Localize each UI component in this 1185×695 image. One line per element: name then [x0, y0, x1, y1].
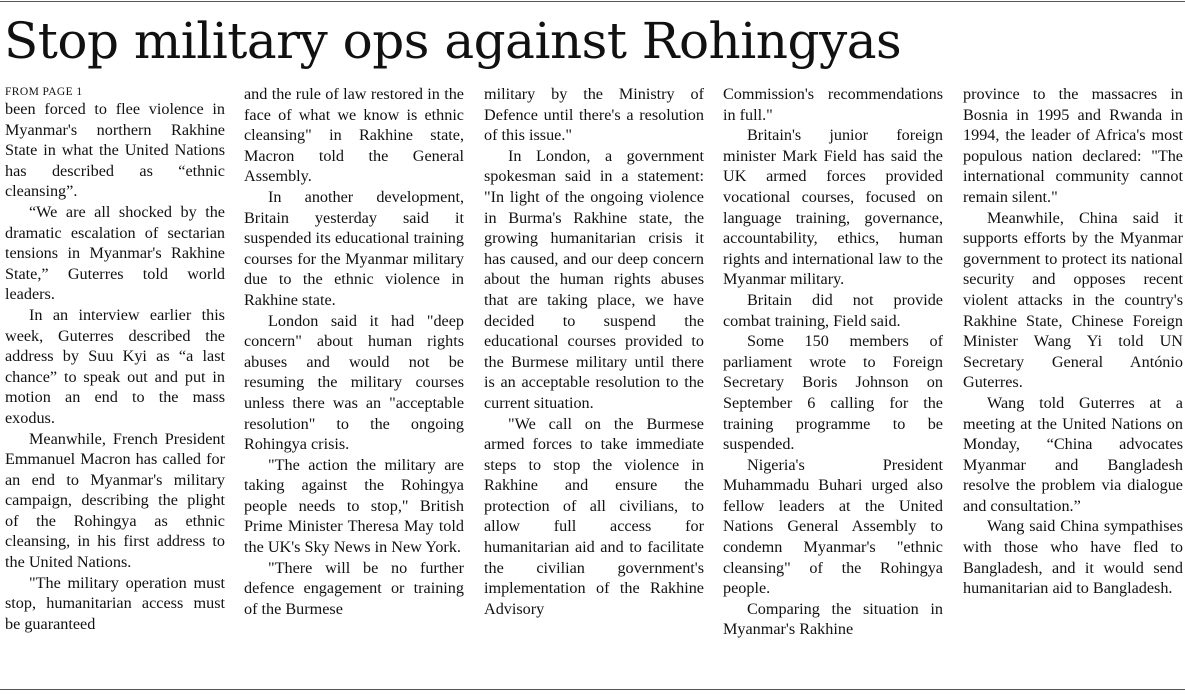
column-4 [723, 84, 943, 684]
paragraph: Wang said China sympathises with those who have fled to Bangladesh, and it would send humanitarian aid to Bangladesh. [963, 517, 1183, 598]
headline: Stop military ops against Rohingyas [4, 12, 902, 70]
paragraph: Commission's recommendations in full." [723, 85, 943, 124]
top-rule [0, 1, 1185, 2]
paragraph: Meanwhile, China said it supports efforts by the Myanmar government to protect its national security and opposes recent violent attacks in the country's Rakhine State, Chinese Foreign Minister Wang Yi told UN Secretary General António Guterres. [963, 208, 1183, 392]
paragraph: "The action the military are taking against the Rohingya people needs to stop," British Prime Minister Theresa May told the UK's Sky News in New York. [244, 455, 464, 557]
paragraph: and the rule of law restored in the face of what we know is ethnic cleansing" in Rakhine state, Macron told the General Assembly. [244, 85, 464, 186]
paragraph: "We call on the Burmese armed forces to take immediate steps to stop the violence in Rakhine and ensure the protection of all civilians, to allow full access for humanitarian aid and to facilitate the civilian government's implementation of the Rakhine Advisory [484, 414, 704, 618]
bottom-rule [0, 689, 1185, 690]
paragraph: Britain's junior foreign minister Mark Field has said the UK armed forces provided vocational courses, focused on language training, governance, accountability, ethics, human rights and international law to the Myanmar military. [723, 126, 943, 289]
kicker-from-page-1: FROM PAGE 1 [5, 86, 83, 98]
paragraph: province to the massacres in Bosnia in 1995 and Rwanda in 1994, the leader of Africa's most populous nation declared: "The international community cannot remain silent." [963, 85, 1183, 206]
paragraph: Some 150 members of parliament wrote to Foreign Secretary Boris Johnson on September 6 calling for the training programme to be suspended. [723, 332, 943, 454]
paragraph: “We are all shocked by the dramatic escalation of sectarian tensions in Myanmar's Rakhine State,” Guterres told world leaders. [5, 202, 225, 304]
paragraph: In London, a government spokesman said in a statement: "In light of the ongoing violence in Burma's Rakhine state, the growing humanitarian crisis it has caused, and our deep concern about the human rights abuses that are taking place, we have decided to suspend the educational courses provided to the Burmese military until there is an acceptable resolution to the current situation. [484, 146, 704, 412]
paragraph: Britain did not provide combat training, Field said. [723, 290, 943, 330]
column-3 [484, 84, 704, 684]
paragraph: In an interview earlier this week, Guterres described the address by Suu Kyi as “a last chance” to speak out and put in motion an end to the mass exodus. [5, 305, 225, 427]
paragraph: "The military operation must stop, humanitarian access must be guaranteed [5, 573, 225, 633]
column-1 [5, 84, 225, 684]
paragraph: "There will be no further defence engagement or training of the Burmese [244, 558, 464, 618]
paragraph: Nigeria's President Muhammadu Buhari urged also fellow leaders at the United Nations General Assembly to condemn Myanmar's "ethnic cleansing" of the Rohingya people. [723, 455, 943, 598]
paragraph: Wang told Guterres at a meeting at the United Nations on Monday, “China advocates Myanmar and Bangladesh resolve the problem via dialogue and consultation.” [963, 393, 1183, 515]
column-2 [244, 84, 464, 684]
paragraph: London said it had "deep concern" about human rights abuses and would not be resuming the military courses unless there was an "acceptable resolution" to the ongoing Rohingya crisis. [244, 311, 464, 454]
paragraph: Comparing the situation in Myanmar's Rakhine [723, 599, 943, 639]
column-5 [963, 84, 1183, 684]
paragraph: In another development, Britain yesterday said it suspended its educational training courses for the Myanmar military due to the ethnic violence in Rakhine state. [244, 187, 464, 309]
paragraph: military by the Ministry of Defence until there's a resolution of this issue." [484, 85, 704, 145]
paragraph: Meanwhile, French President Emmanuel Macron has called for an end to Myanmar's military campaign, describing the plight of the Rohingya as ethnic cleansing, in his first address to the United Nations. [5, 429, 225, 572]
paragraph: been forced to flee violence in Myanmar's northern Rakhine State in what the United Nations has described as “ethnic cleansing”. [5, 100, 225, 201]
